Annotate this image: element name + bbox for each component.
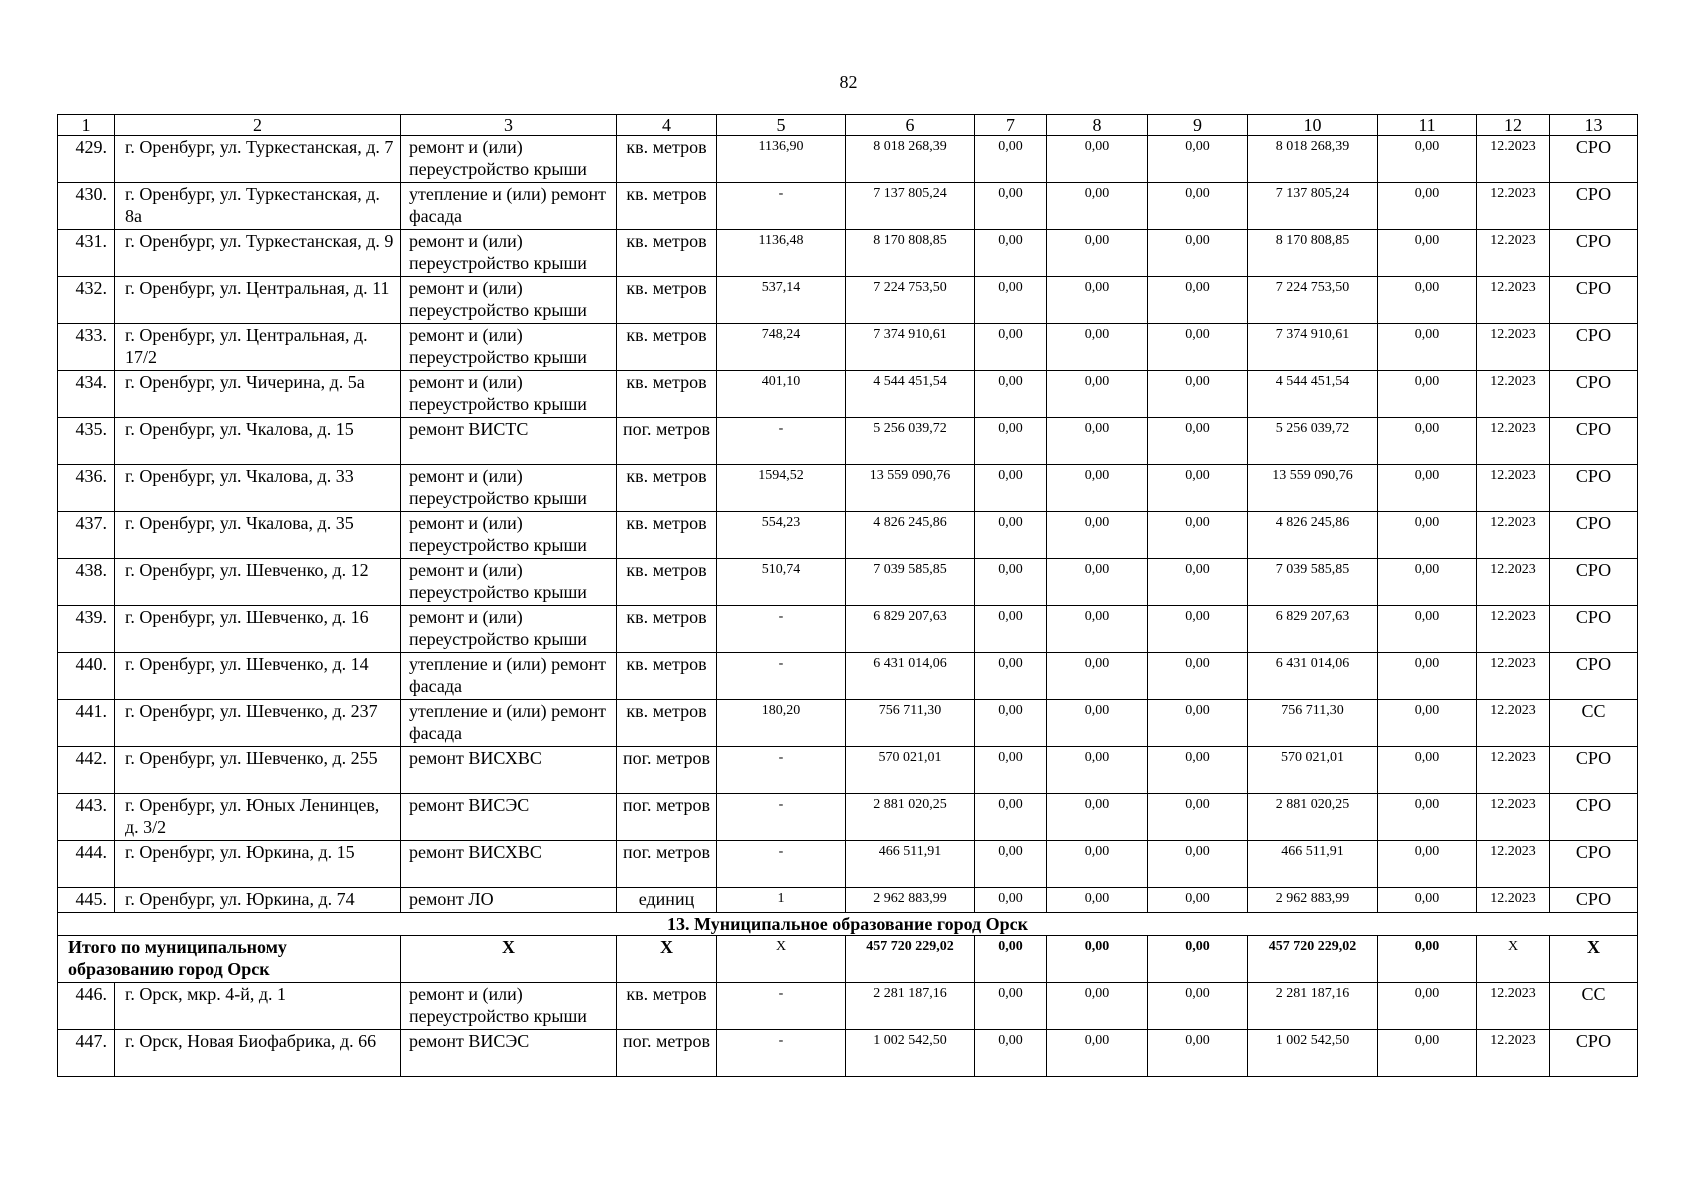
column-header: 11 [1378,115,1477,136]
cost-cell: 8 018 268,39 [1248,136,1378,183]
completion-date-cell: 12.2023 [1477,983,1550,1030]
completion-date-cell: 12.2023 [1477,794,1550,841]
total-cell: 0,00 [1047,936,1148,983]
address-cell: г. Оренбург, ул. Шевченко, д. 16 [115,606,401,653]
row-number: 437. [58,512,115,559]
quantity-cell: - [717,1030,846,1077]
work-type-cell: ремонт и (или) переустройство крыши [401,512,617,559]
address-cell: г. Оренбург, ул. Туркестанская, д. 7 [115,136,401,183]
total-cost-cell: 4 544 451,54 [846,371,975,418]
cost-cell: 0,00 [1148,183,1248,230]
method-cell: СРО [1550,136,1638,183]
quantity-cell: 401,10 [717,371,846,418]
table-row [58,277,1638,324]
address-cell: г. Оренбург, ул. Чкалова, д. 35 [115,512,401,559]
completion-date-cell: 12.2023 [1477,606,1550,653]
work-type-cell: ремонт и (или) переустройство крыши [401,277,617,324]
completion-date-cell: 12.2023 [1477,418,1550,465]
cost-cell: 13 559 090,76 [1248,465,1378,512]
work-type-cell: утепление и (или) ремонт фасада [401,653,617,700]
total-cell: 0,00 [1378,936,1477,983]
cost-cell: 466 511,91 [1248,841,1378,888]
header-row [58,115,1638,136]
column-header: 5 [717,115,846,136]
cost-cell: 0,00 [1047,277,1148,324]
cost-cell: 0,00 [1148,983,1248,1030]
completion-date-cell: 12.2023 [1477,183,1550,230]
method-cell: СС [1550,700,1638,747]
cost-cell: 0,00 [1047,183,1148,230]
total-cell: X [1550,936,1638,983]
work-type-cell: ремонт и (или) переустройство крыши [401,465,617,512]
cost-cell: 0,00 [1047,700,1148,747]
cost-cell: 0,00 [1148,841,1248,888]
cost-cell: 0,00 [1148,277,1248,324]
cost-cell: 0,00 [975,324,1047,371]
cost-cell: 0,00 [1378,277,1477,324]
completion-date-cell: 12.2023 [1477,230,1550,277]
cost-cell: 2 962 883,99 [1248,888,1378,913]
quantity-cell: - [717,747,846,794]
work-type-cell: ремонт и (или) переустройство крыши [401,230,617,277]
cost-cell: 0,00 [1148,794,1248,841]
address-cell: г. Оренбург, ул. Шевченко, д. 14 [115,653,401,700]
cost-cell: 0,00 [975,183,1047,230]
cost-cell: 0,00 [1148,888,1248,913]
cost-cell: 0,00 [1148,371,1248,418]
total-cost-cell: 2 881 020,25 [846,794,975,841]
section-title: 13. Муниципальное образование город Орск [58,913,1638,936]
cost-cell: 0,00 [975,230,1047,277]
cost-cell: 0,00 [1378,841,1477,888]
cost-cell: 0,00 [1047,418,1148,465]
cost-cell: 0,00 [1148,418,1248,465]
cost-cell: 0,00 [1148,1030,1248,1077]
unit-cell: кв. метров [617,136,717,183]
cost-cell: 0,00 [1148,512,1248,559]
table-row [58,983,1638,1030]
cost-cell: 0,00 [1047,983,1148,1030]
cost-cell: 0,00 [1047,512,1148,559]
cost-cell: 7 224 753,50 [1248,277,1378,324]
table-row [58,136,1638,183]
total-cell: 0,00 [975,936,1047,983]
work-type-cell: ремонт и (или) переустройство крыши [401,983,617,1030]
cost-cell: 5 256 039,72 [1248,418,1378,465]
completion-date-cell: 12.2023 [1477,841,1550,888]
quantity-cell: - [717,606,846,653]
quantity-cell: 537,14 [717,277,846,324]
column-header: 6 [846,115,975,136]
column-header: 1 [58,115,115,136]
work-type-cell: ремонт и (или) переустройство крыши [401,559,617,606]
cost-cell: 0,00 [1378,418,1477,465]
unit-cell: пог. метров [617,747,717,794]
table-row [58,1030,1638,1077]
cost-cell: 0,00 [1378,183,1477,230]
method-cell: СРО [1550,606,1638,653]
column-header: 3 [401,115,617,136]
cost-cell: 7 374 910,61 [1248,324,1378,371]
work-type-cell: утепление и (или) ремонт фасада [401,183,617,230]
table-row [58,653,1638,700]
unit-cell: единиц [617,888,717,913]
row-number: 429. [58,136,115,183]
cost-cell: 0,00 [1378,371,1477,418]
row-number: 439. [58,606,115,653]
cost-cell: 2 881 020,25 [1248,794,1378,841]
column-header: 8 [1047,115,1148,136]
cost-cell: 0,00 [975,841,1047,888]
cost-cell: 0,00 [1047,465,1148,512]
work-type-cell: ремонт и (или) переустройство крыши [401,136,617,183]
method-cell: СРО [1550,559,1638,606]
row-number: 444. [58,841,115,888]
total-cost-cell: 6 431 014,06 [846,653,975,700]
cost-cell: 0,00 [1378,230,1477,277]
work-type-cell: ремонт и (или) переустройство крыши [401,606,617,653]
cost-cell: 0,00 [1047,888,1148,913]
unit-cell: кв. метров [617,700,717,747]
quantity-cell: 554,23 [717,512,846,559]
row-number: 435. [58,418,115,465]
table-row [58,230,1638,277]
quantity-cell: 180,20 [717,700,846,747]
cost-cell: 0,00 [1148,747,1248,794]
method-cell: СРО [1550,418,1638,465]
method-cell: СРО [1550,277,1638,324]
cost-cell: 0,00 [975,794,1047,841]
method-cell: СРО [1550,794,1638,841]
cost-cell: 1 002 542,50 [1248,1030,1378,1077]
table-row [58,559,1638,606]
row-number: 434. [58,371,115,418]
work-type-cell: ремонт ВИСХВС [401,747,617,794]
total-row [58,936,1638,983]
total-cost-cell: 5 256 039,72 [846,418,975,465]
row-number: 431. [58,230,115,277]
unit-cell: кв. метров [617,606,717,653]
cost-cell: 0,00 [1047,136,1148,183]
section-row [58,913,1638,936]
address-cell: г. Оренбург, ул. Юркина, д. 15 [115,841,401,888]
address-cell: г. Оренбург, ул. Шевченко, д. 255 [115,747,401,794]
cost-cell: 0,00 [1047,653,1148,700]
cost-cell: 0,00 [1047,230,1148,277]
total-cell: X [1477,936,1550,983]
cost-cell: 0,00 [975,277,1047,324]
total-cost-cell: 4 826 245,86 [846,512,975,559]
column-header: 2 [115,115,401,136]
row-number: 436. [58,465,115,512]
cost-cell: 0,00 [1148,230,1248,277]
total-cost-cell: 466 511,91 [846,841,975,888]
cost-cell: 0,00 [975,700,1047,747]
completion-date-cell: 12.2023 [1477,653,1550,700]
completion-date-cell: 12.2023 [1477,700,1550,747]
quantity-cell: - [717,983,846,1030]
address-cell: г. Оренбург, ул. Чкалова, д. 33 [115,465,401,512]
work-type-cell: ремонт ВИСЭС [401,1030,617,1077]
quantity-cell: 1136,48 [717,230,846,277]
total-cost-cell: 6 829 207,63 [846,606,975,653]
quantity-cell: 748,24 [717,324,846,371]
completion-date-cell: 12.2023 [1477,512,1550,559]
total-cost-cell: 13 559 090,76 [846,465,975,512]
row-number: 432. [58,277,115,324]
total-cost-cell: 7 224 753,50 [846,277,975,324]
unit-cell: пог. метров [617,794,717,841]
cost-cell: 0,00 [975,888,1047,913]
total-cost-cell: 8 170 808,85 [846,230,975,277]
cost-cell: 2 281 187,16 [1248,983,1378,1030]
method-cell: СРО [1550,841,1638,888]
address-cell: г. Оренбург, ул. Центральная, д. 17/2 [115,324,401,371]
cost-cell: 0,00 [1047,371,1148,418]
cost-cell: 0,00 [1148,465,1248,512]
cost-cell: 0,00 [1148,606,1248,653]
completion-date-cell: 12.2023 [1477,324,1550,371]
cost-cell: 0,00 [1047,559,1148,606]
column-header: 7 [975,115,1047,136]
address-cell: г. Оренбург, ул. Шевченко, д. 237 [115,700,401,747]
method-cell: СРО [1550,230,1638,277]
cost-cell: 4 544 451,54 [1248,371,1378,418]
method-cell: СС [1550,983,1638,1030]
completion-date-cell: 12.2023 [1477,747,1550,794]
total-cost-cell: 7 374 910,61 [846,324,975,371]
cost-cell: 0,00 [975,983,1047,1030]
total-cell: 457 720 229,02 [846,936,975,983]
cost-cell: 0,00 [975,606,1047,653]
row-number: 430. [58,183,115,230]
page-number: 82 [839,72,858,92]
cost-cell: 0,00 [1047,606,1148,653]
method-cell: СРО [1550,465,1638,512]
completion-date-cell: 12.2023 [1477,371,1550,418]
total-cell: 457 720 229,02 [1248,936,1378,983]
cost-cell: 0,00 [1378,794,1477,841]
cost-cell: 0,00 [1378,983,1477,1030]
row-number: 438. [58,559,115,606]
cost-cell: 0,00 [975,653,1047,700]
unit-cell: кв. метров [617,324,717,371]
row-number: 433. [58,324,115,371]
cost-cell: 0,00 [1378,465,1477,512]
table-row [58,324,1638,371]
cost-cell: 0,00 [1378,653,1477,700]
column-header: 9 [1148,115,1248,136]
row-number: 440. [58,653,115,700]
total-cell: X [717,936,846,983]
unit-cell: кв. метров [617,983,717,1030]
quantity-cell: 510,74 [717,559,846,606]
quantity-cell: 1 [717,888,846,913]
work-type-cell: ремонт ВИСЭС [401,794,617,841]
method-cell: СРО [1550,888,1638,913]
table-row [58,700,1638,747]
method-cell: СРО [1550,747,1638,794]
cost-cell: 0,00 [975,418,1047,465]
unit-cell: кв. метров [617,465,717,512]
column-header: 10 [1248,115,1378,136]
quantity-cell: - [717,183,846,230]
cost-cell: 0,00 [1148,324,1248,371]
address-cell: г. Оренбург, ул. Туркестанская, д. 8а [115,183,401,230]
table-row [58,794,1638,841]
unit-cell: кв. метров [617,512,717,559]
total-cost-cell: 1 002 542,50 [846,1030,975,1077]
method-cell: СРО [1550,183,1638,230]
cost-cell: 0,00 [975,1030,1047,1077]
row-number: 441. [58,700,115,747]
cost-cell: 0,00 [975,136,1047,183]
method-cell: СРО [1550,1030,1638,1077]
unit-cell: пог. метров [617,841,717,888]
cost-cell: 0,00 [1047,794,1148,841]
unit-cell: кв. метров [617,183,717,230]
completion-date-cell: 12.2023 [1477,888,1550,913]
quantity-cell: - [717,841,846,888]
completion-date-cell: 12.2023 [1477,465,1550,512]
row-number: 447. [58,1030,115,1077]
table-row [58,371,1638,418]
quantity-cell: - [717,418,846,465]
row-number: 446. [58,983,115,1030]
row-number: 445. [58,888,115,913]
total-cost-cell: 7 039 585,85 [846,559,975,606]
quantity-cell: 1594,52 [717,465,846,512]
completion-date-cell: 12.2023 [1477,277,1550,324]
total-cell: X [617,936,717,983]
cost-cell: 570 021,01 [1248,747,1378,794]
cost-cell: 0,00 [975,559,1047,606]
completion-date-cell: 12.2023 [1477,136,1550,183]
cost-cell: 4 826 245,86 [1248,512,1378,559]
address-cell: г. Оренбург, ул. Центральная, д. 11 [115,277,401,324]
cost-cell: 0,00 [1047,747,1148,794]
address-cell: г. Оренбург, ул. Шевченко, д. 12 [115,559,401,606]
cost-cell: 0,00 [1378,559,1477,606]
work-type-cell: ремонт и (или) переустройство крыши [401,371,617,418]
method-cell: СРО [1550,512,1638,559]
cost-cell: 7 039 585,85 [1248,559,1378,606]
cost-cell: 0,00 [1148,700,1248,747]
total-cell: 0,00 [1148,936,1248,983]
table-row [58,465,1638,512]
total-cost-cell: 2 962 883,99 [846,888,975,913]
cost-cell: 0,00 [1378,1030,1477,1077]
cost-cell: 0,00 [1378,324,1477,371]
unit-cell: пог. метров [617,1030,717,1077]
cost-cell: 0,00 [1378,512,1477,559]
cost-cell: 0,00 [1047,324,1148,371]
cost-cell: 0,00 [1148,559,1248,606]
unit-cell: кв. метров [617,277,717,324]
total-cost-cell: 7 137 805,24 [846,183,975,230]
method-cell: СРО [1550,324,1638,371]
work-type-cell: ремонт ВИСХВС [401,841,617,888]
cost-cell: 0,00 [1148,653,1248,700]
table-row [58,888,1638,913]
work-type-cell: ремонт ВИСТС [401,418,617,465]
row-number: 443. [58,794,115,841]
table-row [58,606,1638,653]
quantity-cell: - [717,653,846,700]
total-cell: X [401,936,617,983]
capital-repair-table [57,114,1638,1077]
address-cell: г. Орск, Новая Биофабрика, д. 66 [115,1030,401,1077]
address-cell: г. Оренбург, ул. Юркина, д. 74 [115,888,401,913]
work-type-cell: ремонт и (или) переустройство крыши [401,324,617,371]
table-row [58,512,1638,559]
cost-cell: 6 829 207,63 [1248,606,1378,653]
unit-cell: кв. метров [617,371,717,418]
completion-date-cell: 12.2023 [1477,1030,1550,1077]
table-row [58,747,1638,794]
address-cell: г. Оренбург, ул. Чкалова, д. 15 [115,418,401,465]
work-type-cell: ремонт ЛО [401,888,617,913]
column-header: 4 [617,115,717,136]
cost-cell: 6 431 014,06 [1248,653,1378,700]
total-label: Итого по муниципальному образованию город Орск [58,936,401,983]
cost-cell: 756 711,30 [1248,700,1378,747]
quantity-cell: - [717,794,846,841]
table-row [58,841,1638,888]
row-number: 442. [58,747,115,794]
cost-cell: 0,00 [1378,700,1477,747]
cost-cell: 0,00 [1378,136,1477,183]
method-cell: СРО [1550,653,1638,700]
cost-cell: 0,00 [1378,606,1477,653]
address-cell: г. Орск, мкр. 4-й, д. 1 [115,983,401,1030]
unit-cell: пог. метров [617,418,717,465]
total-cost-cell: 756 711,30 [846,700,975,747]
address-cell: г. Оренбург, ул. Юных Ленинцев, д. 3/2 [115,794,401,841]
work-type-cell: утепление и (или) ремонт фасада [401,700,617,747]
cost-cell: 0,00 [975,371,1047,418]
cost-cell: 0,00 [1047,1030,1148,1077]
table-body [58,115,1638,1077]
method-cell: СРО [1550,371,1638,418]
completion-date-cell: 12.2023 [1477,559,1550,606]
unit-cell: кв. метров [617,559,717,606]
column-header: 13 [1550,115,1638,136]
cost-cell: 0,00 [1378,888,1477,913]
address-cell: г. Оренбург, ул. Чичерина, д. 5а [115,371,401,418]
quantity-cell: 1136,90 [717,136,846,183]
column-header: 12 [1477,115,1550,136]
total-cost-cell: 2 281 187,16 [846,983,975,1030]
cost-cell: 7 137 805,24 [1248,183,1378,230]
total-cost-cell: 8 018 268,39 [846,136,975,183]
table-row [58,183,1638,230]
table-row [58,418,1638,465]
total-cost-cell: 570 021,01 [846,747,975,794]
cost-cell: 0,00 [1148,136,1248,183]
cost-cell: 0,00 [975,465,1047,512]
cost-cell: 0,00 [1378,747,1477,794]
address-cell: г. Оренбург, ул. Туркестанская, д. 9 [115,230,401,277]
cost-cell: 8 170 808,85 [1248,230,1378,277]
cost-cell: 0,00 [1047,841,1148,888]
cost-cell: 0,00 [975,747,1047,794]
cost-cell: 0,00 [975,512,1047,559]
unit-cell: кв. метров [617,653,717,700]
unit-cell: кв. метров [617,230,717,277]
